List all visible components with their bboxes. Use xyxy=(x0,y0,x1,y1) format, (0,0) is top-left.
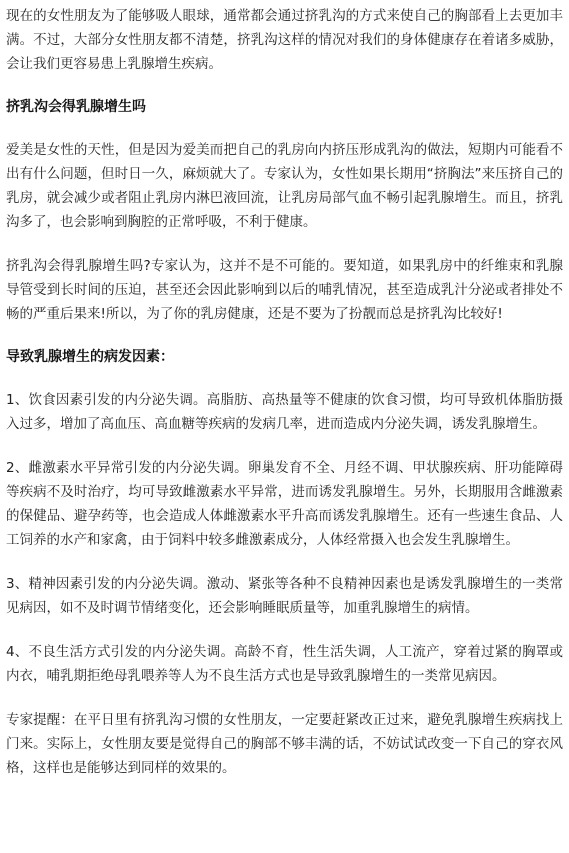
cause-item-diet: 1、饮食因素引发的内分泌失调。高脂肪、高热量等不健康的饮食习惯，均可导致机体脂肪摄入过多，增加了高血压、高血糖等疾病的发病几率，进而造成内分泌失调，诱发乳腺增生。 xyxy=(6,392,563,432)
section-heading-squeeze-cleavage: 挤乳沟会得乳腺增生吗 xyxy=(6,99,146,115)
paragraph-beauty-nature: 爱美是女性的天性，但是因为爱美而把自己的乳房向内挤压形成乳沟的做法，短期内可能看不出有什么问题，但时日一久，麻烦就大了。专家认为，女性如果长期用“挤胸法”来压挤自己的乳房，就会减少或者阻止乳房内淋巴液回流，让乳房局部气血不畅引起乳腺增生。而且，挤乳沟多了，也会影响到胸腔的正常呼吸，不利于健康。 xyxy=(6,142,563,230)
cause-item-mental: 3、精神因素引发的内分泌失调。激动、紧张等各种不良精神因素也是诱发乳腺增生的一类常见病因，如不及时调节情绪变化，还会影响睡眠质量等，加重乳腺增生的病情。 xyxy=(6,576,563,616)
expert-tip-paragraph: 专家提醒：在平日里有挤乳沟习惯的女性朋友，一定要赶紧改正过来，避免乳腺增生疾病找上门来。实际上，女性朋友要是觉得自己的胸部不够丰满的话，不妨试试改变一下自己的穿衣风格，这样也是能够达到同样的效果的。 xyxy=(6,712,563,776)
cause-item-lifestyle: 4、不良生活方式引发的内分泌失调。高龄不育，性生活失调，人工流产，穿着过紧的胸罩或内衣，哺乳期拒绝母乳喂养等人为不良生活方式也是导致乳腺增生的一类常见病因。 xyxy=(6,644,563,684)
paragraph-expert-opinion: 挤乳沟会得乳腺增生吗?专家认为，这并不是不可能的。要知道，如果乳房中的纤维束和乳腺导管受到长时间的压迫，甚至还会因此影响到以后的哺乳情况，甚至造成乳汁分泌或者排处不畅的严重后果来!所以，为了你的乳房健康，还是不要为了扮靓而总是挤乳沟比较好! xyxy=(6,258,563,322)
cause-item-estrogen: 2、雌激素水平异常引发的内分泌失调。卵巢发育不全、月经不调、甲状腺疾病、肝功能障碍等疾病不及时治疗，均可导致雌激素水平异常，进而诱发乳腺增生。另外，长期服用含雌激素的保健品、避孕药等，也会造成人体雌激素水平升高而诱发乳腺增生。还有一些速生食品、人工饲养的水产和家禽，由于饲料中较多雌激素成分，人体经常摄入也会发生乳腺增生。 xyxy=(6,460,563,548)
section-heading-causes: 导致乳腺增生的病发因素： xyxy=(6,349,174,365)
intro-paragraph: 现在的女性朋友为了能够吸人眼球，通常都会通过挤乳沟的方式来使自己的胸部看上去更加丰满。不过，大部分女性朋友都不清楚，挤乳沟这样的情况对我们的身体健康存在着诸多威胁，会让我们更容易患上乳腺增生疾病。 xyxy=(6,8,563,72)
